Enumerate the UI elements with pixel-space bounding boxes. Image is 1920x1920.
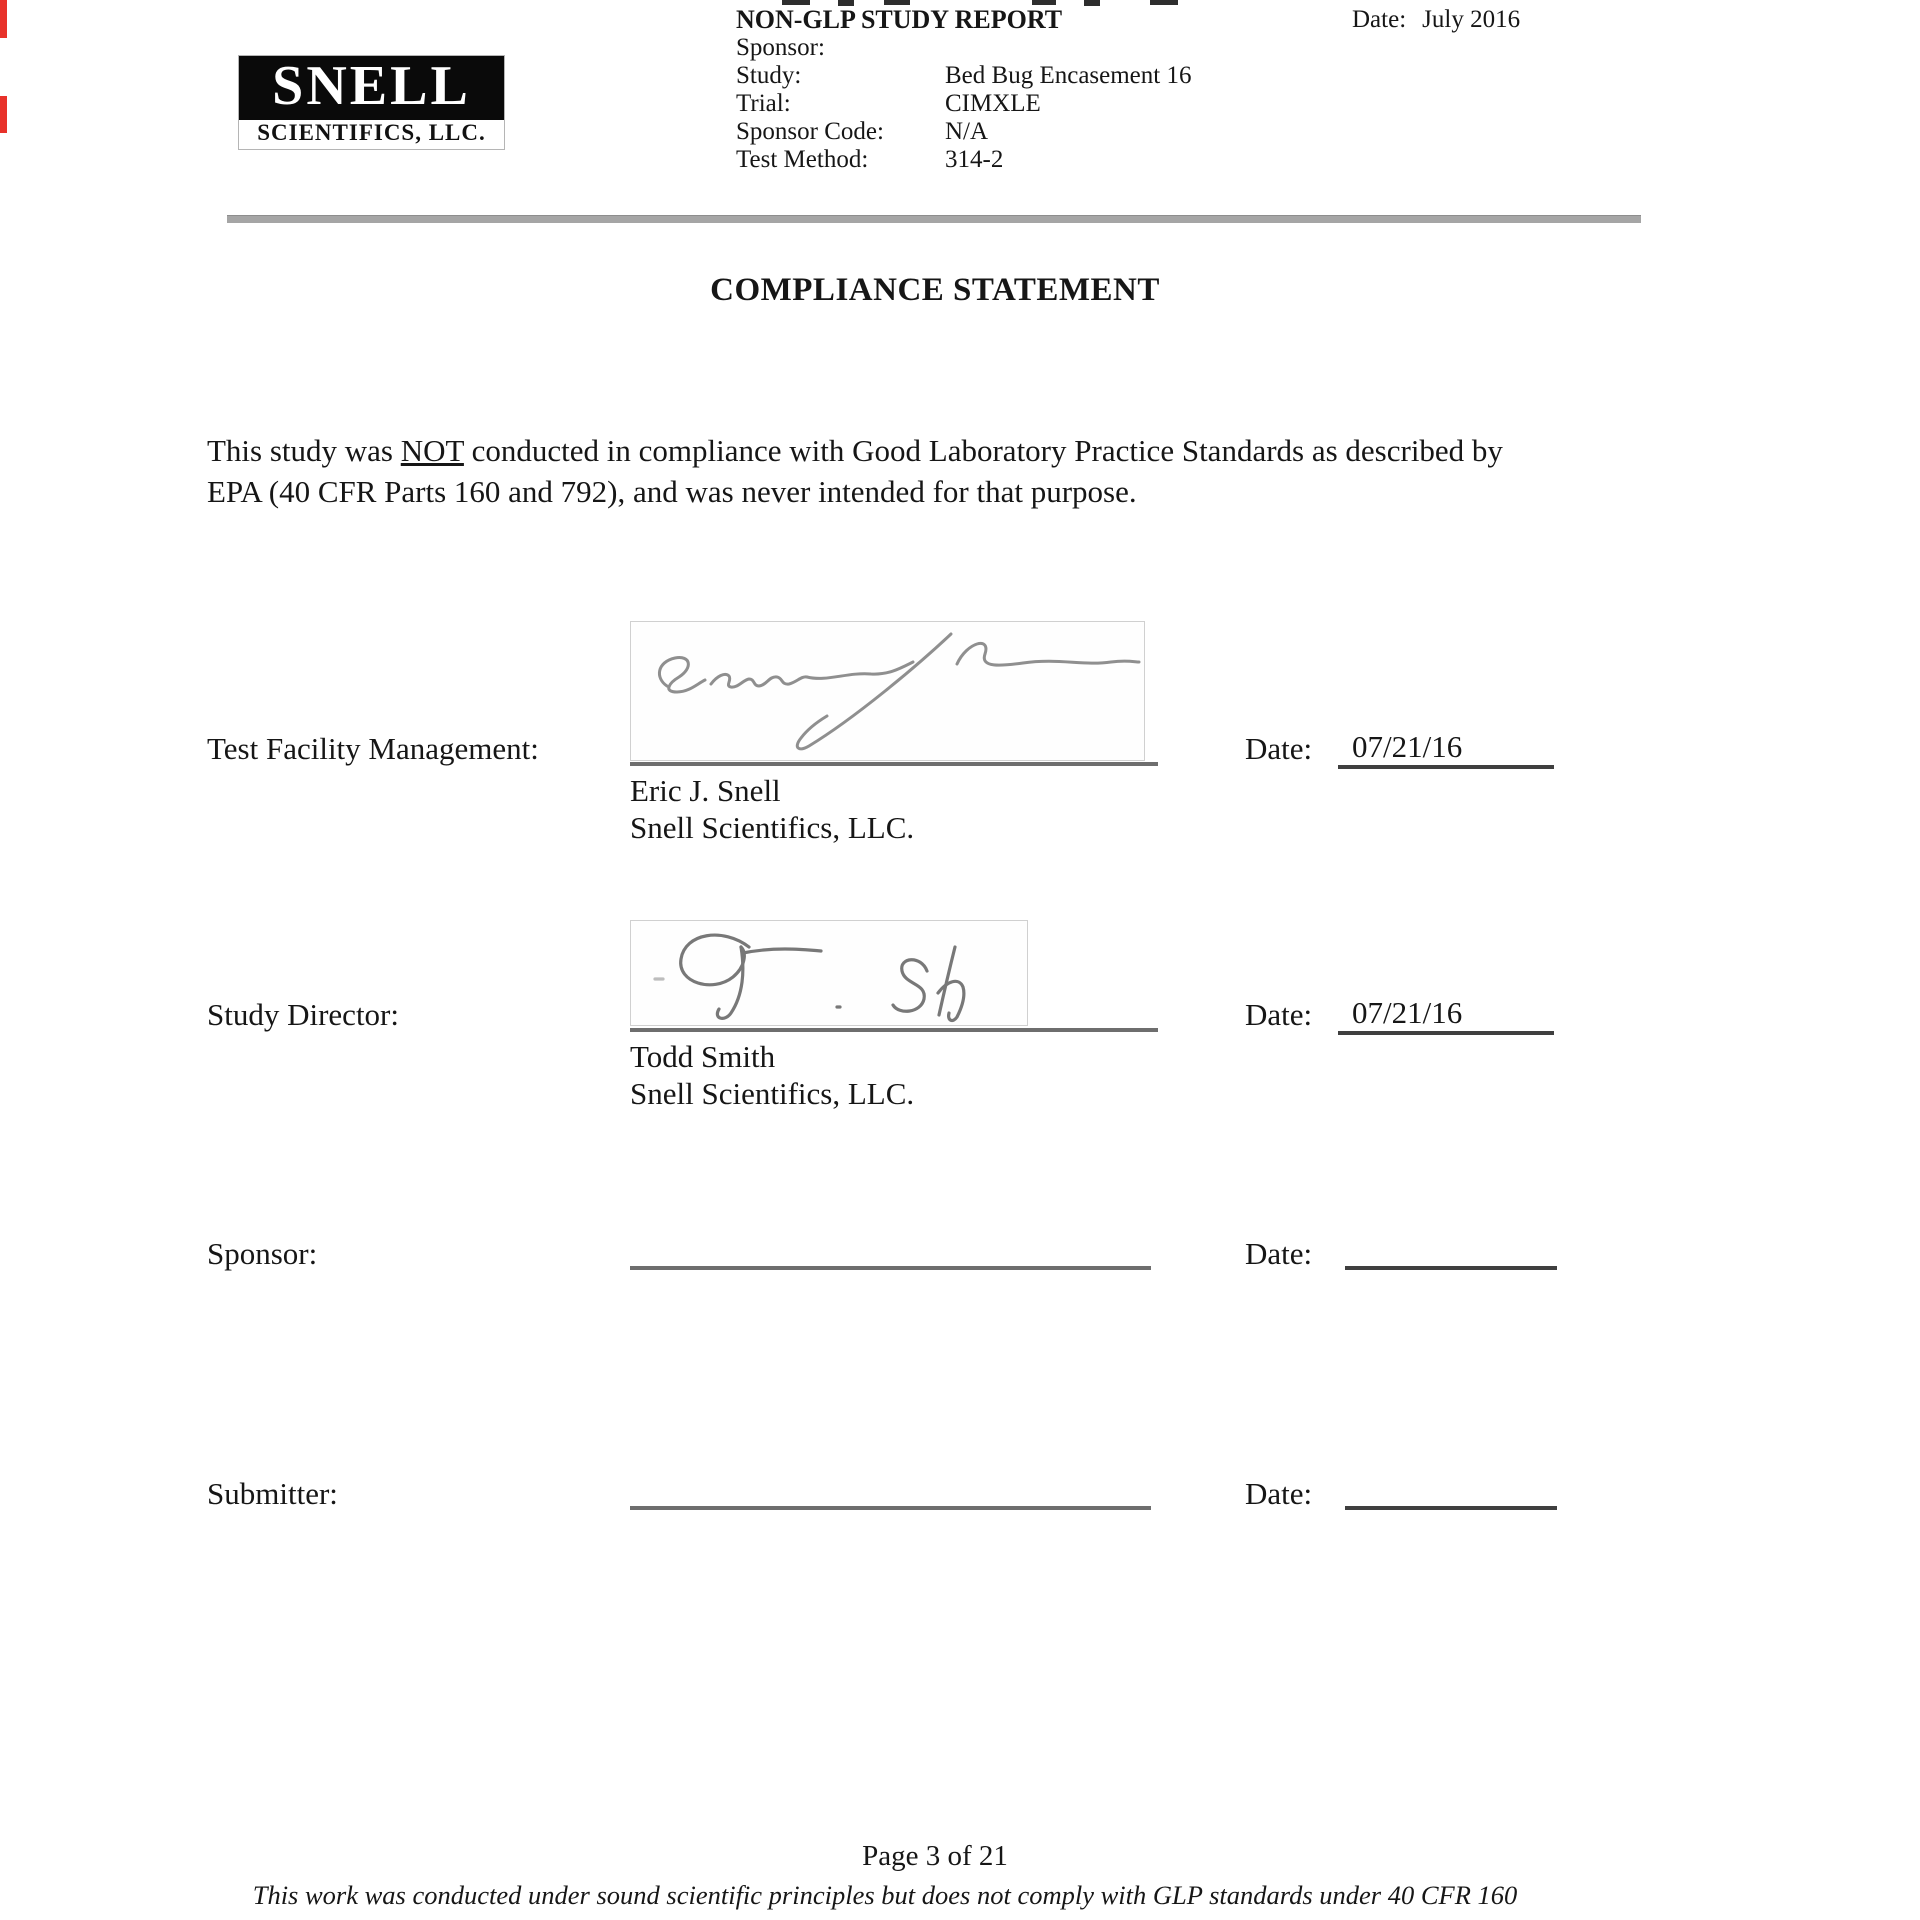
report-date-value: July 2016: [1422, 6, 1521, 33]
field-label: Study:: [736, 62, 802, 89]
scan-clipped-text-fragment: [1150, 0, 1178, 5]
date-value: 07/21/16: [1352, 729, 1463, 764]
signer-company: Snell Scientifics, LLC.: [630, 1076, 915, 1111]
field-label: Test Method:: [736, 146, 869, 173]
field-label: Sponsor:: [736, 34, 825, 61]
header-field-study: [736, 62, 1191, 90]
scan-edge-mark-red: [0, 0, 7, 38]
snell-logo-wordmark: SNELL: [239, 56, 504, 120]
header-field-sponsor: [736, 34, 1191, 62]
snell-logo: [238, 55, 505, 150]
field-value: 314-2: [945, 146, 1004, 173]
paragraph-line-1: This study was NOT conducted in compliance with Good Laboratory Practice Standards as described by: [207, 433, 1503, 468]
signature-image-eric-snell: [630, 621, 1145, 761]
date-line: [1338, 765, 1554, 769]
date-label: Date:: [1245, 731, 1313, 766]
role-label-submitter: Submitter:: [207, 1476, 338, 1511]
paragraph-line-2: EPA (40 CFR Parts 160 and 792), and was never intended for that purpose.: [207, 474, 1137, 509]
date-line-blank: [1345, 1266, 1557, 1270]
signer-block: [630, 1038, 914, 1112]
signature-line: [630, 762, 1158, 766]
date-label: Date:: [1245, 1236, 1313, 1271]
field-label: Trial:: [736, 90, 791, 117]
role-label-test-facility-management: Test Facility Management:: [207, 731, 539, 766]
signer-company: Snell Scientifics, LLC.: [630, 810, 915, 845]
date-label: Date:: [1245, 997, 1313, 1032]
role-label-sponsor: Sponsor:: [207, 1236, 318, 1271]
page-indicator: Page 3 of 21: [862, 1840, 1008, 1872]
signature-line-blank: [630, 1506, 1151, 1510]
header-divider-rule: [227, 215, 1641, 223]
report-title: NON-GLP STUDY REPORT: [736, 5, 1063, 34]
signature-image-todd-smith: [630, 920, 1028, 1026]
date-value: 07/21/16: [1352, 995, 1463, 1030]
report-header-block: [736, 6, 1191, 174]
role-label-study-director: Study Director:: [207, 997, 399, 1032]
field-value: Bed Bug Encasement 16: [945, 62, 1192, 89]
signer-name: Eric J. Snell: [630, 773, 781, 808]
header-field-sponsor-code: [736, 118, 1191, 146]
report-date: [1352, 6, 1520, 34]
field-value: CIMXLE: [945, 90, 1041, 117]
date-line: [1338, 1031, 1554, 1035]
section-title: COMPLIANCE STATEMENT: [710, 272, 1160, 308]
field-value: N/A: [945, 118, 989, 145]
snell-logo-subtitle: SCIENTIFICS, LLC.: [257, 120, 486, 145]
underlined-not: NOT: [400, 433, 464, 468]
signer-name: Todd Smith: [630, 1039, 776, 1074]
signature-eric-snell-icon: [631, 622, 1144, 760]
date-line-blank: [1345, 1506, 1557, 1510]
date-label: Date:: [1245, 1476, 1313, 1511]
field-label: Sponsor Code:: [736, 118, 884, 145]
header-field-test-method: [736, 146, 1191, 174]
compliance-paragraph: [207, 430, 1687, 512]
signer-block: [630, 772, 914, 846]
report-date-label: Date:: [1352, 6, 1407, 33]
signature-line-blank: [630, 1266, 1151, 1270]
signature-line: [630, 1028, 1158, 1032]
header-field-trial: [736, 90, 1191, 118]
scan-edge-mark-red: [0, 96, 7, 133]
signature-todd-smith-icon: [631, 921, 1027, 1025]
footer-disclaimer: This work was conducted under sound scientific principles but does not comply with GLP standards under 40 CFR 160: [252, 1880, 1518, 1910]
